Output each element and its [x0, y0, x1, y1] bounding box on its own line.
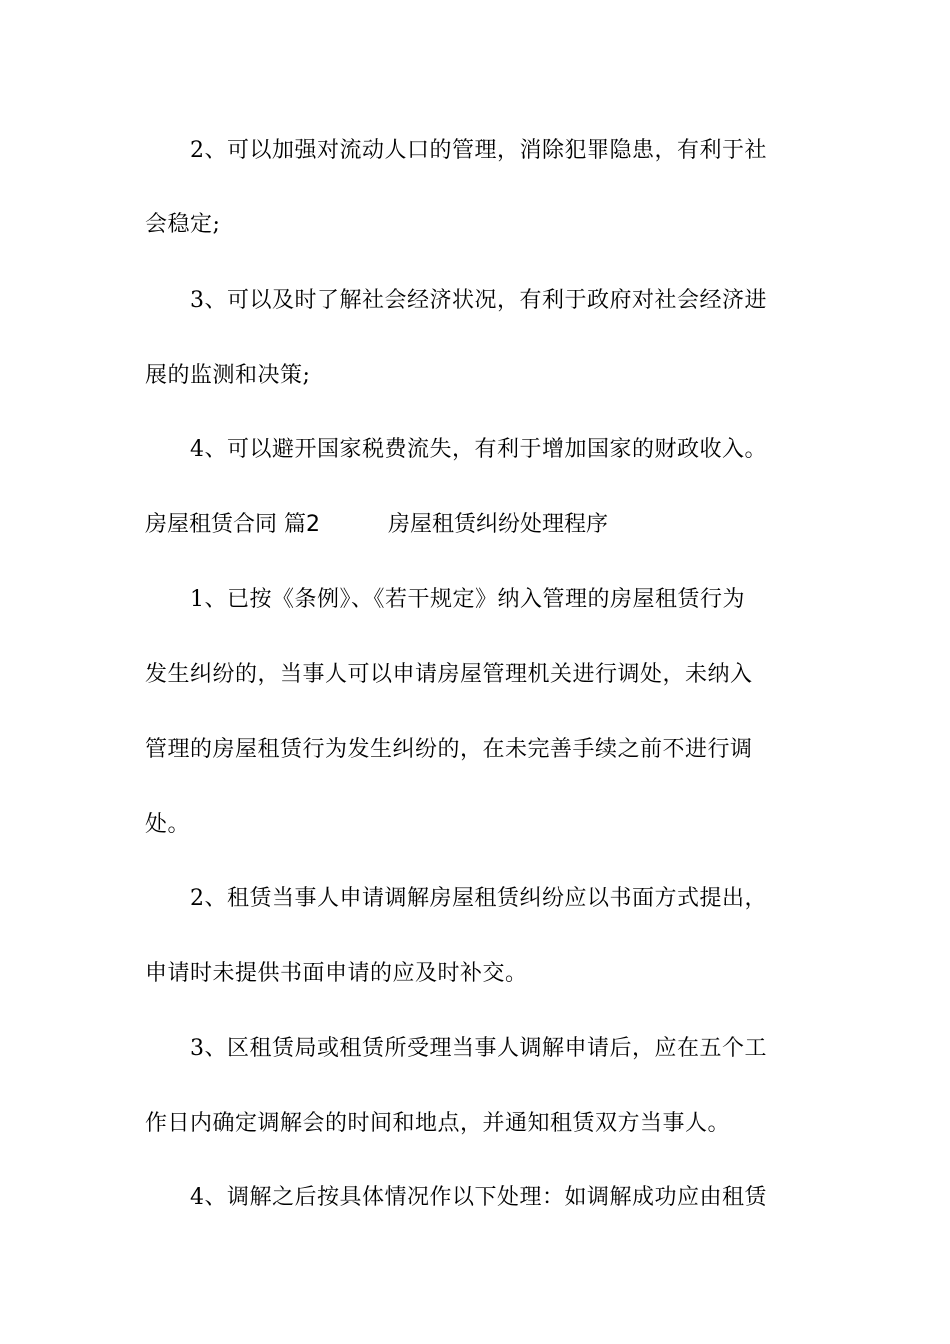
paragraph-line: 3、可以及时了解社会经济状况，有利于政府对社会经济进	[190, 288, 767, 313]
section-heading-title: 房屋租赁合同 篇2	[145, 512, 320, 537]
paragraph-line: 2、租赁当事人申请调解房屋租赁纠纷应以书面方式提出，	[190, 886, 767, 911]
paragraph-line: 4、可以避开国家税费流失，有利于增加国家的财政收入。	[190, 437, 767, 462]
paragraph-line: 会稳定;	[145, 212, 221, 237]
paragraph-line: 3、区租赁局或租赁所受理当事人调解申请后，应在五个工	[190, 1036, 767, 1061]
paragraph-line: 2、可以加强对流动人口的管理，消除犯罪隐患，有利于社	[190, 138, 767, 163]
paragraph-line: 管理的房屋租赁行为发生纠纷的，在未完善手续之前不进行调	[145, 737, 753, 762]
paragraph-line: 1、已按《条例》、《若干规定》纳入管理的房屋租赁行为	[190, 587, 745, 612]
paragraph-line: 发生纠纷的，当事人可以申请房屋管理机关进行调处，未纳入	[145, 662, 753, 687]
paragraph-line: 4、调解之后按具体情况作以下处理：如调解成功应由租赁	[190, 1185, 767, 1210]
paragraph-line: 作日内确定调解会的时间和地点，并通知租赁双方当事人。	[145, 1111, 731, 1136]
paragraph-line: 申请时未提供书面申请的应及时补交。	[145, 961, 528, 986]
section-heading-subtitle: 房屋租赁纠纷处理程序	[388, 512, 609, 537]
paragraph-line: 展的监测和决策;	[145, 363, 311, 388]
paragraph-line: 处。	[145, 812, 191, 837]
